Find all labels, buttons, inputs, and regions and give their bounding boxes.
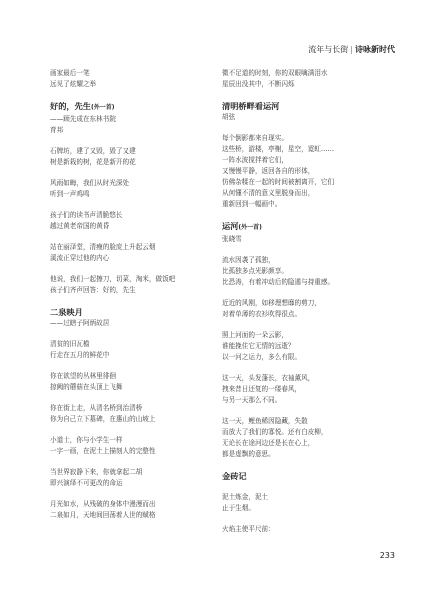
poem-line: 树是新栽的树，花是新开的花 [50, 158, 136, 166]
stanza [50, 68, 218, 90]
poem-line: 溪流正穿过他的内心 [50, 254, 110, 262]
poem-line: 站在丽泽堂，清瘦的脸庞上升起云烟 [50, 243, 156, 251]
poem-line: 谁能挽住它无情的远逝？ [222, 342, 295, 350]
poem-byline: 张晓雪 [222, 235, 242, 243]
poem-line: 这一天，头发蓬长，衣袖薰风， [222, 374, 315, 382]
poem-line: 这些桥，游楼，亭榭，星空，霓虹…… [222, 145, 335, 153]
poem-line: 照上河面的一朵云影， [222, 331, 288, 339]
poem-line: 孩子们齐声回答：好的，先生 [50, 286, 136, 294]
stanza [50, 242, 218, 264]
poem-line: 又慢慢平静，返回各自的形体， [222, 167, 315, 175]
poem-heading [50, 100, 218, 136]
poem-line: 仿佛杂糅在一起的时间被割离开，它们 [222, 178, 335, 186]
poem-line: 听到一声鸡鸣 [50, 190, 90, 198]
stanza [50, 499, 218, 521]
poem-heading [222, 470, 390, 482]
poem-title [50, 306, 218, 318]
poem-heading [222, 220, 390, 245]
stanza [50, 467, 218, 489]
stanza [222, 330, 390, 363]
poem-line: 拽来昔日还复的一缕春风， [222, 385, 302, 393]
poem-line: 近近的风刚，如移理想靡的剪刀， [222, 299, 321, 307]
poem-line: 火焰主使平尺前： [222, 525, 275, 533]
poem-line: 他说，我们一起擦刀，切菜，淘米，做饭吧 [50, 275, 176, 283]
poem-line: 画家最后一笔 [50, 69, 90, 77]
stanza [50, 339, 218, 361]
stanza [222, 524, 390, 535]
poem-line: 二泉如月，天地间回荡着人世的赋格 [50, 511, 156, 519]
poem-heading [50, 306, 218, 329]
poem-title [222, 470, 390, 482]
poem-line: 微不足道的时刻，你的双眼噙满泪水 [222, 69, 328, 77]
page-number: 233 [379, 551, 395, 560]
poem-line: 每个倒影都来自现实。 [222, 134, 288, 142]
poem-line: 掠阙的蘑菇在头顶上飞舞 [50, 383, 123, 391]
stanza [222, 133, 390, 210]
stanza [222, 255, 390, 288]
header-series: 流年与长街 [308, 45, 349, 54]
poem-byline: ——顾先成在东林书院 [50, 115, 116, 123]
poem-line: 比孤独多点光影颜享。 [222, 267, 288, 275]
stanza [222, 416, 390, 460]
poem-title-text: 好的，先生 [50, 101, 91, 111]
poem-line: 你为自己立下墓碑，在惠山的山坡上 [50, 415, 156, 423]
poem-line: 月光如水，从残破的身体中漫漫而出 [50, 500, 156, 508]
poem-title [50, 100, 218, 114]
stanza [50, 178, 218, 200]
poem-title-text: 清明桥畔看运河 [222, 101, 280, 111]
poem-line: 你在街上走，从清名桥到治清桥 [50, 404, 143, 412]
left-column [50, 68, 218, 531]
poem-line: 从何懂不清的意义里脱身而出， [222, 189, 315, 197]
header-section: 诗咏新时代 [355, 45, 395, 54]
stanza [50, 371, 218, 393]
poem-title [222, 220, 390, 234]
poem-line: 流水因袭了孤独， [222, 256, 275, 264]
poem-line: 行走在五月的鲜花中 [50, 351, 110, 359]
poem-line: 小道士，你与小学生一样 [50, 436, 123, 444]
poem-line: 重新回到一幅画中。 [222, 200, 282, 208]
poem-line: 比恐涛，有着冲动后的隐遁与持重感。 [222, 278, 335, 286]
running-header [308, 44, 395, 55]
poem-line: 当世界寂静下来，你就拿起二胡 [50, 468, 143, 476]
poem-line: 你在欲望的丛林里徘徊 [50, 372, 116, 380]
poem-line: 越过黄老帝国的黄昏 [50, 222, 110, 230]
poem-line: 孩子们的读书声清脆悠长 [50, 211, 123, 219]
stanza [50, 146, 218, 168]
poem-line: 都是虚飘的意思。 [222, 450, 275, 458]
poem-byline: 育邦 [50, 126, 64, 134]
poem-line: 星辰出没其中，不断闪烁 [222, 80, 295, 88]
stanza [50, 435, 218, 457]
right-column [222, 68, 390, 545]
stanza [50, 403, 218, 425]
poem-line: 而放大了我们的寡悦。还有白皮柳， [222, 428, 328, 436]
poem-title-suffix: (外一首) [90, 104, 115, 111]
poem-line: 与另一天那么不同。 [222, 396, 282, 404]
poem-byline: 胡弦 [222, 113, 236, 121]
header-separator: | [350, 45, 353, 54]
stanza [222, 298, 390, 320]
stanza [50, 274, 218, 296]
poem-heading [222, 100, 390, 123]
poem-line: 即兴演绎不可更改的命运 [50, 479, 123, 487]
poem-line: 无论长在途河边还是长在心上， [222, 439, 315, 447]
poem-title-suffix: (外一首) [238, 224, 262, 231]
poem-title-text: 运河 [222, 221, 239, 231]
poem-line: 清贫的旧瓦檐 [50, 340, 90, 348]
poem-title [222, 100, 390, 112]
poem-byline: ——过瞎子阿炳故居 [50, 319, 110, 327]
poem-line: 风雨如晦，我们从时光深处 [50, 179, 130, 187]
stanza [222, 492, 390, 514]
poem-line: 止于生烟。 [222, 504, 255, 512]
poem-line: 石牌坊，建了又毁，毁了又建 [50, 147, 136, 155]
poem-line: 一阵水波搅拌着它们， [222, 156, 288, 164]
poem-line: 一字一画，在泥土上描刻人的完整性 [50, 447, 156, 455]
stanza [50, 210, 218, 232]
poem-line: 泥土炼金，泥土 [222, 493, 269, 501]
poem-line: 远见了炫耀之举 [50, 80, 97, 88]
poem-line: 以一河之运力，多么有限。 [222, 353, 302, 361]
poem-line: 对着单薄的衣衫吹得很点。 [222, 310, 302, 318]
poem-title-text: 二泉映月 [50, 307, 83, 317]
stanza [222, 68, 390, 90]
poem-line: 这一天，鲤鱼稀因隐藏，失散 [222, 417, 308, 425]
stanza [222, 373, 390, 406]
poem-title-text: 金砖记 [222, 471, 247, 481]
